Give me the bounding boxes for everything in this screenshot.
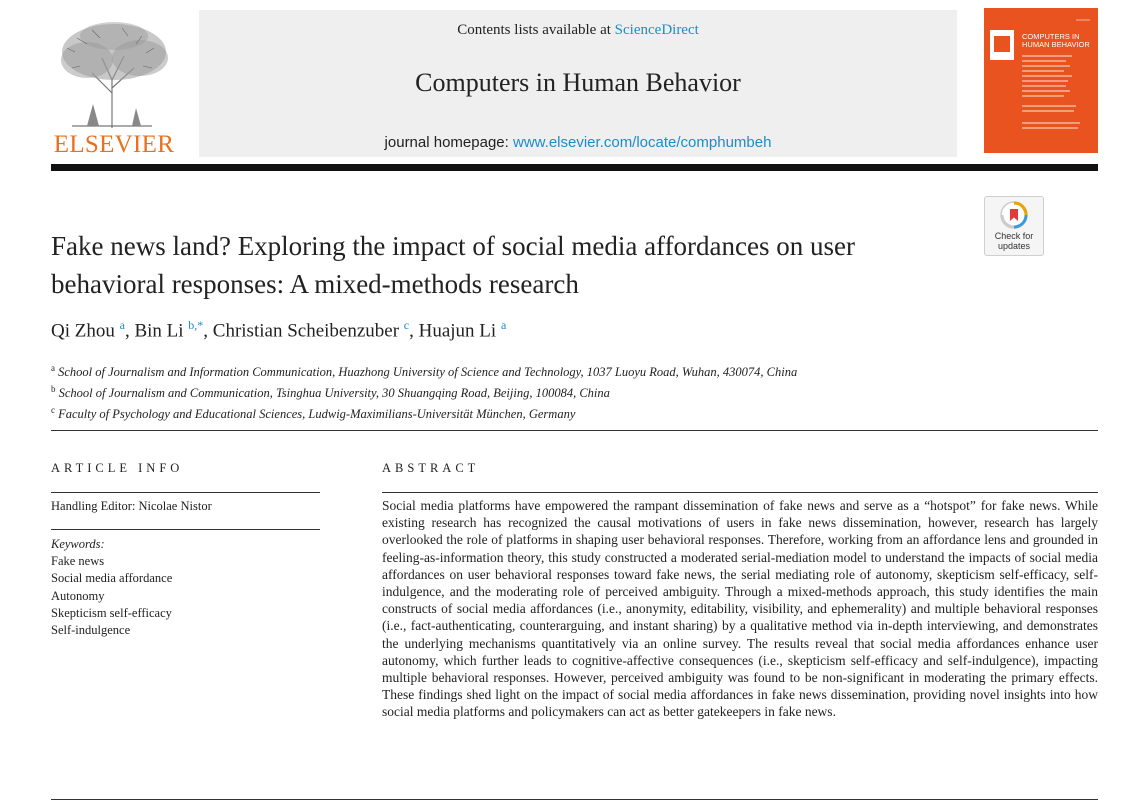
abstract-divider xyxy=(382,492,1098,493)
cover-title: COMPUTERS IN HUMAN BEHAVIOR xyxy=(1022,32,1090,49)
info-divider xyxy=(51,529,320,530)
affiliation-item: $^b$ School of Journalism and Communication, Tsinghua University, 30 Shuangqing Road, Beijing, 100084, China xyxy=(51,384,610,401)
keyword-item: Autonomy xyxy=(51,588,105,603)
author-name[interactable]: Huajun Li xyxy=(418,320,497,342)
abstract-heading: ABSTRACT xyxy=(382,461,480,475)
author-name[interactable]: Bin Li xyxy=(134,320,184,342)
elsevier-tree-icon xyxy=(52,18,176,130)
keyword-item: Social media affordance xyxy=(51,571,173,586)
section-divider-bottom xyxy=(51,799,1098,800)
contents-line xyxy=(199,22,957,39)
journal-cover-thumbnail[interactable] xyxy=(984,8,1098,153)
sciencedirect-link[interactable]: ScienceDirect xyxy=(614,22,699,38)
info-divider xyxy=(51,492,320,493)
header-rule xyxy=(51,164,1098,171)
affiliation-item: $^c$ Faculty of Psychology and Educational Sciences, Ludwig-Maximilians-Universität München, Germany xyxy=(51,405,576,422)
journal-header-band xyxy=(199,10,957,157)
author-affiliation-marker[interactable]: c xyxy=(403,318,410,332)
check-for-updates-button[interactable] xyxy=(984,196,1044,256)
affiliation-list xyxy=(51,360,1091,423)
elsevier-wordmark: ELSEVIER xyxy=(53,131,175,158)
cover-text-lines xyxy=(984,8,1098,153)
homepage-line xyxy=(199,134,957,151)
homepage-prefix: journal homepage: xyxy=(384,134,513,151)
keyword-item: Skepticism self-efficacy xyxy=(51,605,172,620)
author-affiliation-marker[interactable]: a xyxy=(119,318,125,332)
section-divider xyxy=(51,430,1098,431)
keyword-item: Fake news xyxy=(51,554,105,569)
author-name[interactable]: Christian Scheibenzuber xyxy=(212,320,400,342)
journal-homepage-link[interactable]: www.elsevier.com/locate/comphumbeh xyxy=(512,134,772,151)
keywords-label: Keywords: xyxy=(51,537,105,551)
abstract-text: Social media platforms have empowered the rampant dissemination of fake news and serve as a “hotspot” for fake news. While existing research has recognized the causal motivations of users in fake news dissemination, however, research has largely overlooked the role of platforms in shaping user behavioral responses. Therefore, working from an affordance lens and grounded in feeling-as-information theory, this study constructed a moderated serial-mediation model to understand the impacts of social media affordances on user behavioral responses toward fake news, the serial mediating role of autonomy, skepticism self-efficacy, self-indulgence, and the moderating role of perceived ambiguity. Through a mixed-methods approach, this study identifies the main constructs of social media affordances (i.e., anonymity, editability, visibility, and ephemerality) and multiple behavioral responses (i.e., fact-authenticating, counterarguing, and instant sharing) by a qualitative method via in-depth interviewing, and demonstrates the underlying mechanisms quantitatively via an online survey. The results reveal that social media affordances enhance user autonomy, which further leads to cognitive-affective consequences (i.e., skepticism self-efficacy and self-indulgence), impacting multiple behavioral responses. However, perceived ambiguity was found to be non-significant in moderating the primary effects. These findings shed light on the impact of social media affordances in fake news dissemination, providing novel insights into how social media platforms and policymakers can act as better gatekeepers in fake news. xyxy=(382,498,1098,720)
handling-editor: Handling Editor: Nicolae Nistor xyxy=(51,499,212,513)
author-affiliation-marker[interactable]: a xyxy=(500,318,507,332)
author-affiliation-marker[interactable]: b,* xyxy=(188,318,204,332)
article-info-heading: ARTICLE INFO xyxy=(51,461,184,475)
keywords-block xyxy=(51,536,172,639)
elsevier-logo[interactable] xyxy=(48,18,180,158)
check-updates-label: Check for updates xyxy=(994,231,1034,251)
author-list: Qi Zhou $^a$, Bin Li $^{b,*}$, Christian Scheibenzuber $^c$, Huajun Li $^a$ xyxy=(51,318,507,342)
journal-title[interactable]: Computers in Human Behavior xyxy=(415,68,741,97)
author-name[interactable]: Qi Zhou xyxy=(51,320,115,342)
affiliation-item: $^a$ School of Journalism and Information Communication, Huazhong University of Science and Technology, 1037 Luoyu Road, Wuhan, 430074, China xyxy=(51,363,798,380)
article-title: Fake news land? Exploring the impact of social media affordances on user behavioral responses: A mixed-methods research xyxy=(51,231,855,299)
contents-prefix: Contents lists available at xyxy=(457,22,615,38)
check-updates-icon xyxy=(1000,201,1028,229)
keyword-item: Self-indulgence xyxy=(51,623,131,638)
